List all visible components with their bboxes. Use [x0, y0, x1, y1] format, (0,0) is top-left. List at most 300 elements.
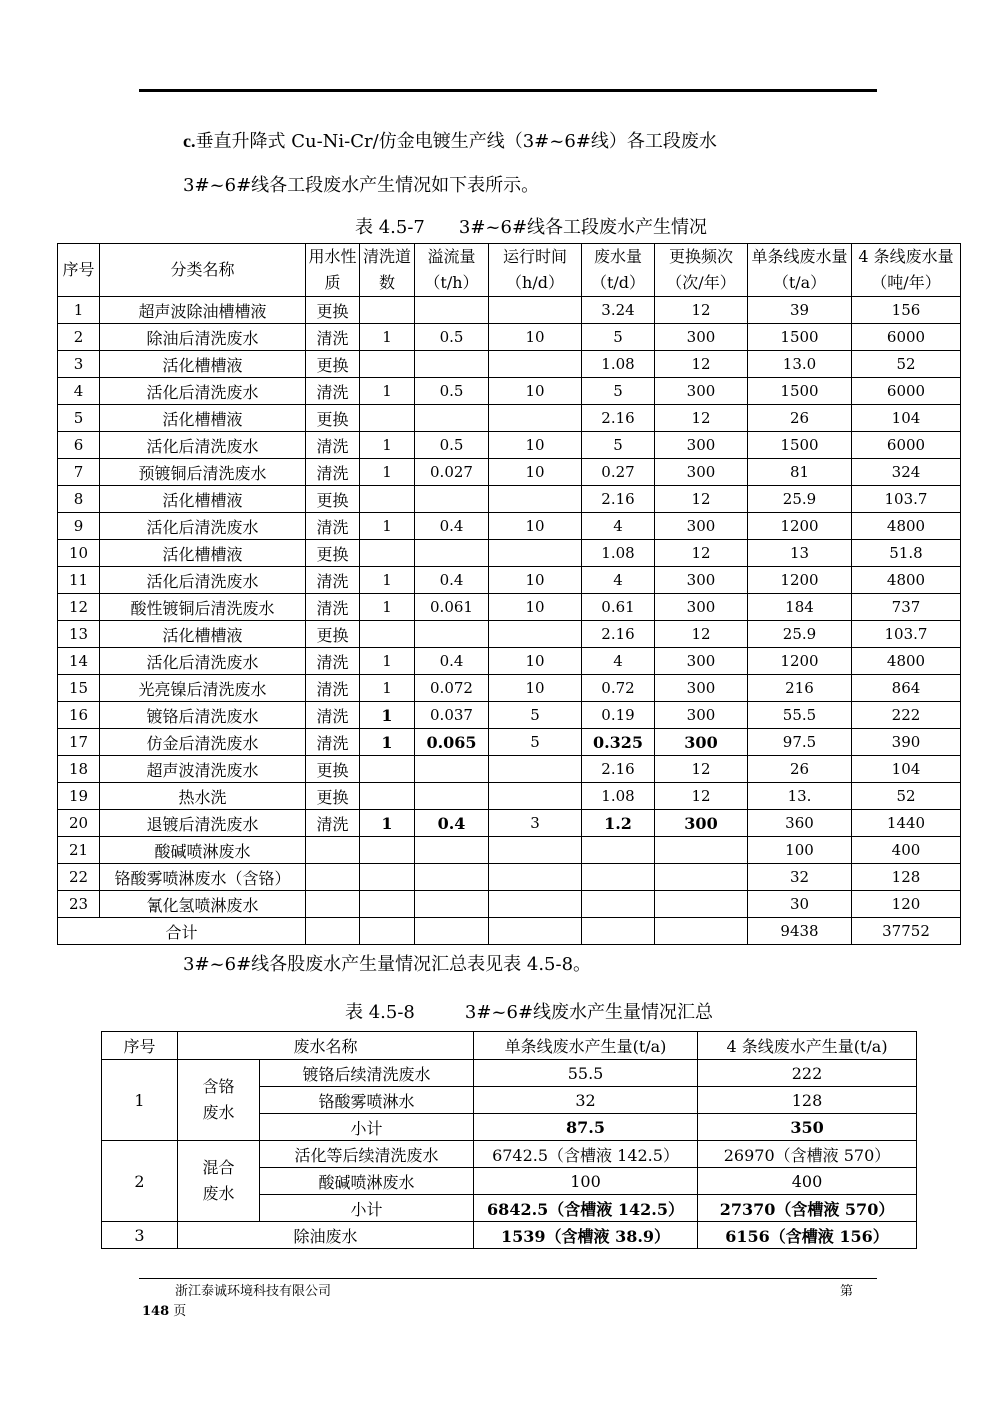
- table-row: [58, 837, 961, 864]
- table-cell: 222: [852, 702, 961, 729]
- category-name: 活化槽槽液: [100, 486, 306, 513]
- category-name: 镀铬后清洗废水: [100, 702, 306, 729]
- table-cell: 10: [489, 324, 582, 351]
- item-single: 100: [474, 1168, 698, 1195]
- table-cell: 清洗: [306, 378, 360, 405]
- table-cell: 100: [748, 837, 852, 864]
- table-cell: 清洗: [306, 675, 360, 702]
- footer-rule: [139, 1278, 877, 1279]
- table-cell: 更换: [306, 540, 360, 567]
- table-cell: 13.0: [748, 351, 852, 378]
- category-name: 氰化氢喷淋废水: [100, 891, 306, 918]
- table-cell: 清洗: [306, 729, 360, 756]
- table-cell: 300: [655, 729, 748, 756]
- table-cell: 清洗: [306, 702, 360, 729]
- table-cell: 10: [489, 459, 582, 486]
- table-cell: 737: [852, 594, 961, 621]
- header-cell: 4 条线废水量（吨/年）: [852, 244, 961, 297]
- table-cell: 81: [748, 459, 852, 486]
- subtotal-four: 27370（含槽液 570）: [698, 1195, 917, 1222]
- header-cell: 清洗道数: [360, 244, 415, 297]
- table8-number: 表 4.5-8: [345, 1002, 415, 1023]
- table-row: [58, 459, 961, 486]
- table-cell: [415, 891, 489, 918]
- category-name: 活化槽槽液: [100, 621, 306, 648]
- table-cell: 10: [489, 594, 582, 621]
- category-name: 活化后清洗废水: [100, 432, 306, 459]
- table-cell: 400: [852, 837, 961, 864]
- subtotal-label: 小计: [260, 1195, 474, 1222]
- table-row: [58, 324, 961, 351]
- table-cell: 0.037: [415, 702, 489, 729]
- table-cell: 10: [489, 675, 582, 702]
- table-cell: [360, 756, 415, 783]
- subtotal-single: 87.5: [474, 1114, 698, 1141]
- footer-company: 浙江泰诚环境科技有限公司: [175, 1284, 332, 1299]
- row-number: 3: [58, 351, 100, 378]
- table-cell: 324: [852, 459, 961, 486]
- table-cell: 更换: [306, 297, 360, 324]
- table-cell: [360, 864, 415, 891]
- table-cell: 26: [748, 756, 852, 783]
- item-single: 32: [474, 1087, 698, 1114]
- table-row: [58, 486, 961, 513]
- table-cell: 25.9: [748, 621, 852, 648]
- table-cell: [360, 486, 415, 513]
- table-cell: 1: [360, 324, 415, 351]
- category-name: 光亮镍后清洗废水: [100, 675, 306, 702]
- table-cell: 1.08: [582, 783, 655, 810]
- table-cell: 104: [852, 756, 961, 783]
- table-cell: 300: [655, 810, 748, 837]
- row-number: 5: [58, 405, 100, 432]
- table-cell: [415, 297, 489, 324]
- table-cell: 更换: [306, 405, 360, 432]
- table-row: [58, 297, 961, 324]
- table-cell: 10: [489, 432, 582, 459]
- category-name: 超声波清洗废水: [100, 756, 306, 783]
- category-name: 活化后清洗废水: [100, 567, 306, 594]
- table-cell: 清洗: [306, 648, 360, 675]
- table-cell: 10: [489, 378, 582, 405]
- table-cell: 300: [655, 378, 748, 405]
- subtotal-single: 6842.5（含槽液 142.5）: [474, 1195, 698, 1222]
- item-four: 6156（含槽液 156）: [698, 1222, 917, 1249]
- row-number: 14: [58, 648, 100, 675]
- row-number: 13: [58, 621, 100, 648]
- table-cell: [360, 891, 415, 918]
- table-cell: 更换: [306, 486, 360, 513]
- category-name: 除油后清洗废水: [100, 324, 306, 351]
- table-cell: 1200: [748, 648, 852, 675]
- table-row: [58, 567, 961, 594]
- table-cell: [415, 486, 489, 513]
- row-number: 15: [58, 675, 100, 702]
- header-cell: 4 条线废水产生量(t/a): [698, 1032, 917, 1060]
- table-cell: [489, 918, 582, 945]
- table8-caption: [345, 1001, 713, 1025]
- table-cell: 3: [489, 810, 582, 837]
- wastewater-table: [57, 243, 961, 945]
- table-cell: 4800: [852, 513, 961, 540]
- table-cell: 0.5: [415, 324, 489, 351]
- category-name: 酸碱喷淋废水: [100, 837, 306, 864]
- table-cell: 1: [360, 702, 415, 729]
- table-cell: 更换: [306, 351, 360, 378]
- table-cell: 55.5: [748, 702, 852, 729]
- row-number: 20: [58, 810, 100, 837]
- group-number: 3: [102, 1222, 178, 1249]
- category-name: 仿金后清洗废水: [100, 729, 306, 756]
- table-cell: 10: [489, 648, 582, 675]
- category-name: 活化后清洗废水: [100, 648, 306, 675]
- table-cell: 12: [655, 621, 748, 648]
- table-cell: 10: [489, 567, 582, 594]
- table-cell: 1.08: [582, 351, 655, 378]
- table-cell: [415, 756, 489, 783]
- table-cell: 300: [655, 648, 748, 675]
- item-single: 55.5: [474, 1060, 698, 1087]
- table-cell: 25.9: [748, 486, 852, 513]
- table-cell: [360, 540, 415, 567]
- table-cell: [306, 864, 360, 891]
- table-cell: 12: [655, 405, 748, 432]
- intro-text: 3#~6#线各工段废水产生情况如下表所示。: [183, 175, 540, 196]
- table-cell: [415, 864, 489, 891]
- table-cell: [360, 783, 415, 810]
- table-cell: 0.027: [415, 459, 489, 486]
- table-cell: 5: [582, 378, 655, 405]
- header-cell: 更换频次（次/年）: [655, 244, 748, 297]
- table-row: [58, 891, 961, 918]
- group-name: 混合废水: [178, 1141, 260, 1222]
- table-cell: 51.8: [852, 540, 961, 567]
- table-row: [58, 432, 961, 459]
- table-cell: 0.4: [415, 810, 489, 837]
- item-single: 6742.5（含槽液 142.5）: [474, 1141, 698, 1168]
- table-cell: 更换: [306, 756, 360, 783]
- table-cell: 1: [360, 432, 415, 459]
- table-cell: 4800: [852, 648, 961, 675]
- table-cell: 1500: [748, 378, 852, 405]
- category-name: 热水洗: [100, 783, 306, 810]
- table-cell: 1200: [748, 513, 852, 540]
- header-cell: 用水性质: [306, 244, 360, 297]
- table-cell: 4800: [852, 567, 961, 594]
- table-cell: [360, 297, 415, 324]
- table-cell: 30: [748, 891, 852, 918]
- table-cell: 0.61: [582, 594, 655, 621]
- item-name: 酸碱喷淋废水: [260, 1168, 474, 1195]
- table-cell: [655, 837, 748, 864]
- table-cell: 184: [748, 594, 852, 621]
- table-cell: 1: [360, 594, 415, 621]
- table-cell: 0.5: [415, 432, 489, 459]
- table-cell: 156: [852, 297, 961, 324]
- table-cell: 300: [655, 513, 748, 540]
- table-cell: [489, 405, 582, 432]
- row-number: 17: [58, 729, 100, 756]
- category-name: 退镀后清洗废水: [100, 810, 306, 837]
- table-cell: [415, 540, 489, 567]
- footer-page: [142, 1303, 186, 1321]
- table-row: [58, 783, 961, 810]
- table-cell: 4: [582, 513, 655, 540]
- table-cell: 104: [852, 405, 961, 432]
- table-row: [58, 351, 961, 378]
- table-cell: 清洗: [306, 810, 360, 837]
- table-cell: [415, 621, 489, 648]
- page-number: 148: [142, 1304, 170, 1319]
- category-name: 铬酸雾喷淋废水（含铬）: [100, 864, 306, 891]
- table-row: [58, 621, 961, 648]
- table-cell: 更换: [306, 621, 360, 648]
- category-name: 活化槽槽液: [100, 540, 306, 567]
- table-cell: [489, 891, 582, 918]
- table7-caption: [355, 216, 707, 240]
- table-cell: 2.16: [582, 756, 655, 783]
- table-cell: 300: [655, 594, 748, 621]
- table-cell: 1: [360, 675, 415, 702]
- total-four: 37752: [852, 918, 961, 945]
- table-cell: [360, 405, 415, 432]
- table-cell: 1500: [748, 432, 852, 459]
- section-title: 垂直升降式 Cu-Ni-Cr/仿金电镀生产线（3#~6#线）各工段废水: [195, 131, 717, 152]
- table-cell: 52: [852, 783, 961, 810]
- table-cell: 0.4: [415, 513, 489, 540]
- table-row: [58, 864, 961, 891]
- table-cell: 清洗: [306, 594, 360, 621]
- table-cell: 12: [655, 351, 748, 378]
- table-cell: [489, 297, 582, 324]
- row-number: 2: [58, 324, 100, 351]
- table-cell: 0.27: [582, 459, 655, 486]
- subtotal-label: 小计: [260, 1114, 474, 1141]
- table-cell: 清洗: [306, 432, 360, 459]
- header-cell: 运行时间（h/d）: [489, 244, 582, 297]
- table-cell: 10: [489, 513, 582, 540]
- table-cell: [306, 891, 360, 918]
- table-cell: 1: [360, 378, 415, 405]
- table-cell: [415, 405, 489, 432]
- total-label: 合计: [58, 918, 306, 945]
- table-cell: 0.4: [415, 648, 489, 675]
- section-heading: [183, 129, 717, 154]
- table-cell: 4: [582, 567, 655, 594]
- table-row: [58, 675, 961, 702]
- row-number: 1: [58, 297, 100, 324]
- header-cell: 分类名称: [100, 244, 306, 297]
- table-cell: [415, 918, 489, 945]
- header-cell: 溢流量（t/h）: [415, 244, 489, 297]
- item-name: 除油废水: [178, 1222, 474, 1249]
- category-name: 活化后清洗废水: [100, 378, 306, 405]
- table-cell: 360: [748, 810, 852, 837]
- footer-page-suffix: 页: [173, 1304, 187, 1319]
- table-cell: 1.08: [582, 540, 655, 567]
- table-cell: [306, 918, 360, 945]
- table-row: [58, 756, 961, 783]
- table-cell: [360, 837, 415, 864]
- table-cell: 128: [852, 864, 961, 891]
- table-cell: [582, 891, 655, 918]
- table-row: [58, 540, 961, 567]
- summary-table: [101, 1031, 917, 1249]
- table-cell: 216: [748, 675, 852, 702]
- table-cell: 清洗: [306, 324, 360, 351]
- row-number: 11: [58, 567, 100, 594]
- table-cell: 4: [582, 648, 655, 675]
- header-cell: 单条线废水量（t/a）: [748, 244, 852, 297]
- table-cell: 300: [655, 324, 748, 351]
- subtotal-four: 350: [698, 1114, 917, 1141]
- table-cell: [489, 837, 582, 864]
- table-cell: 1500: [748, 324, 852, 351]
- row-number: 19: [58, 783, 100, 810]
- category-name: 超声波除油槽槽液: [100, 297, 306, 324]
- table-cell: 103.7: [852, 486, 961, 513]
- item-four: 128: [698, 1087, 917, 1114]
- table-row: [58, 513, 961, 540]
- category-name: 预镀铜后清洗废水: [100, 459, 306, 486]
- table-cell: [360, 621, 415, 648]
- table-cell: 0.72: [582, 675, 655, 702]
- header-cell: 废水量（t/d）: [582, 244, 655, 297]
- footer-page-prefix: 第: [840, 1284, 854, 1299]
- group-number: 2: [102, 1141, 178, 1222]
- table-cell: 12: [655, 783, 748, 810]
- table-cell: 5: [582, 432, 655, 459]
- header-cell: 单条线废水产生量(t/a): [474, 1032, 698, 1060]
- category-name: 酸性镀铜后清洗废水: [100, 594, 306, 621]
- total-row: [58, 918, 961, 945]
- item-single: 1539（含槽液 38.9）: [474, 1222, 698, 1249]
- row-number: 21: [58, 837, 100, 864]
- group-number: 1: [102, 1060, 178, 1141]
- table-cell: [360, 351, 415, 378]
- table-cell: 5: [489, 729, 582, 756]
- category-name: 活化槽槽液: [100, 405, 306, 432]
- table-cell: 0.325: [582, 729, 655, 756]
- table-cell: 12: [655, 540, 748, 567]
- item-four: 400: [698, 1168, 917, 1195]
- table-cell: [489, 351, 582, 378]
- table-cell: 0.4: [415, 567, 489, 594]
- item-name: 铬酸雾喷淋水: [260, 1087, 474, 1114]
- table-cell: [415, 837, 489, 864]
- table-row: [58, 405, 961, 432]
- table-cell: [489, 864, 582, 891]
- table-cell: [655, 891, 748, 918]
- table-cell: 0.072: [415, 675, 489, 702]
- table-cell: 0.5: [415, 378, 489, 405]
- table-cell: [582, 918, 655, 945]
- table-cell: [489, 783, 582, 810]
- table-cell: 6000: [852, 324, 961, 351]
- table-cell: 1: [360, 567, 415, 594]
- item-four: 222: [698, 1060, 917, 1087]
- table-row: [58, 729, 961, 756]
- table-cell: 300: [655, 432, 748, 459]
- row-number: 7: [58, 459, 100, 486]
- row-number: 22: [58, 864, 100, 891]
- table-cell: 3.24: [582, 297, 655, 324]
- table-cell: 13.: [748, 783, 852, 810]
- table-cell: 12: [655, 486, 748, 513]
- row-number: 4: [58, 378, 100, 405]
- table-row: [58, 648, 961, 675]
- section-prefix: c.: [183, 131, 196, 151]
- table-cell: 39: [748, 297, 852, 324]
- table-cell: 1: [360, 729, 415, 756]
- table-cell: 120: [852, 891, 961, 918]
- table-cell: 1: [360, 459, 415, 486]
- table-row: [58, 378, 961, 405]
- table-cell: 1: [360, 513, 415, 540]
- table-cell: 1.2: [582, 810, 655, 837]
- item-name: 活化等后续清洗废水: [260, 1141, 474, 1168]
- category-name: 活化槽槽液: [100, 351, 306, 378]
- row-number: 10: [58, 540, 100, 567]
- header-cell: 序号: [58, 244, 100, 297]
- summary-reference: 3#~6#线各股废水产生量情况汇总表见表 4.5-8。: [183, 954, 592, 975]
- table-cell: 更换: [306, 783, 360, 810]
- group-name: 含铬废水: [178, 1060, 260, 1141]
- table-cell: 1200: [748, 567, 852, 594]
- item-name: 镀铬后续清洗废水: [260, 1060, 474, 1087]
- table-cell: 864: [852, 675, 961, 702]
- row-number: 12: [58, 594, 100, 621]
- row-number: 18: [58, 756, 100, 783]
- table-cell: 300: [655, 567, 748, 594]
- table-cell: [415, 783, 489, 810]
- total-single: 9438: [748, 918, 852, 945]
- table-cell: [582, 864, 655, 891]
- category-name: 活化后清洗废水: [100, 513, 306, 540]
- table-cell: 2.16: [582, 405, 655, 432]
- header-cell: 废水名称: [178, 1032, 474, 1060]
- table-cell: [655, 918, 748, 945]
- table-cell: 12: [655, 756, 748, 783]
- table-cell: 5: [582, 324, 655, 351]
- row-number: 8: [58, 486, 100, 513]
- row-number: 9: [58, 513, 100, 540]
- table-cell: 清洗: [306, 567, 360, 594]
- item-four: 26970（含槽液 570）: [698, 1141, 917, 1168]
- table-cell: 390: [852, 729, 961, 756]
- table-cell: 6000: [852, 432, 961, 459]
- table-cell: 0.065: [415, 729, 489, 756]
- table-cell: 2.16: [582, 621, 655, 648]
- table-cell: 0.061: [415, 594, 489, 621]
- header-cell: 序号: [102, 1032, 178, 1060]
- table-cell: [306, 837, 360, 864]
- table-row: [58, 594, 961, 621]
- table-cell: [489, 756, 582, 783]
- table-row: [58, 702, 961, 729]
- table-cell: 32: [748, 864, 852, 891]
- table-cell: [415, 351, 489, 378]
- table-cell: [582, 837, 655, 864]
- table7-number: 表 4.5-7: [355, 217, 425, 238]
- table-cell: 清洗: [306, 513, 360, 540]
- table-cell: [489, 540, 582, 567]
- table7-title: 3#~6#线各工段废水产生情况: [458, 217, 708, 238]
- table-cell: [489, 486, 582, 513]
- table-cell: 清洗: [306, 459, 360, 486]
- table-cell: 300: [655, 702, 748, 729]
- row-number: 16: [58, 702, 100, 729]
